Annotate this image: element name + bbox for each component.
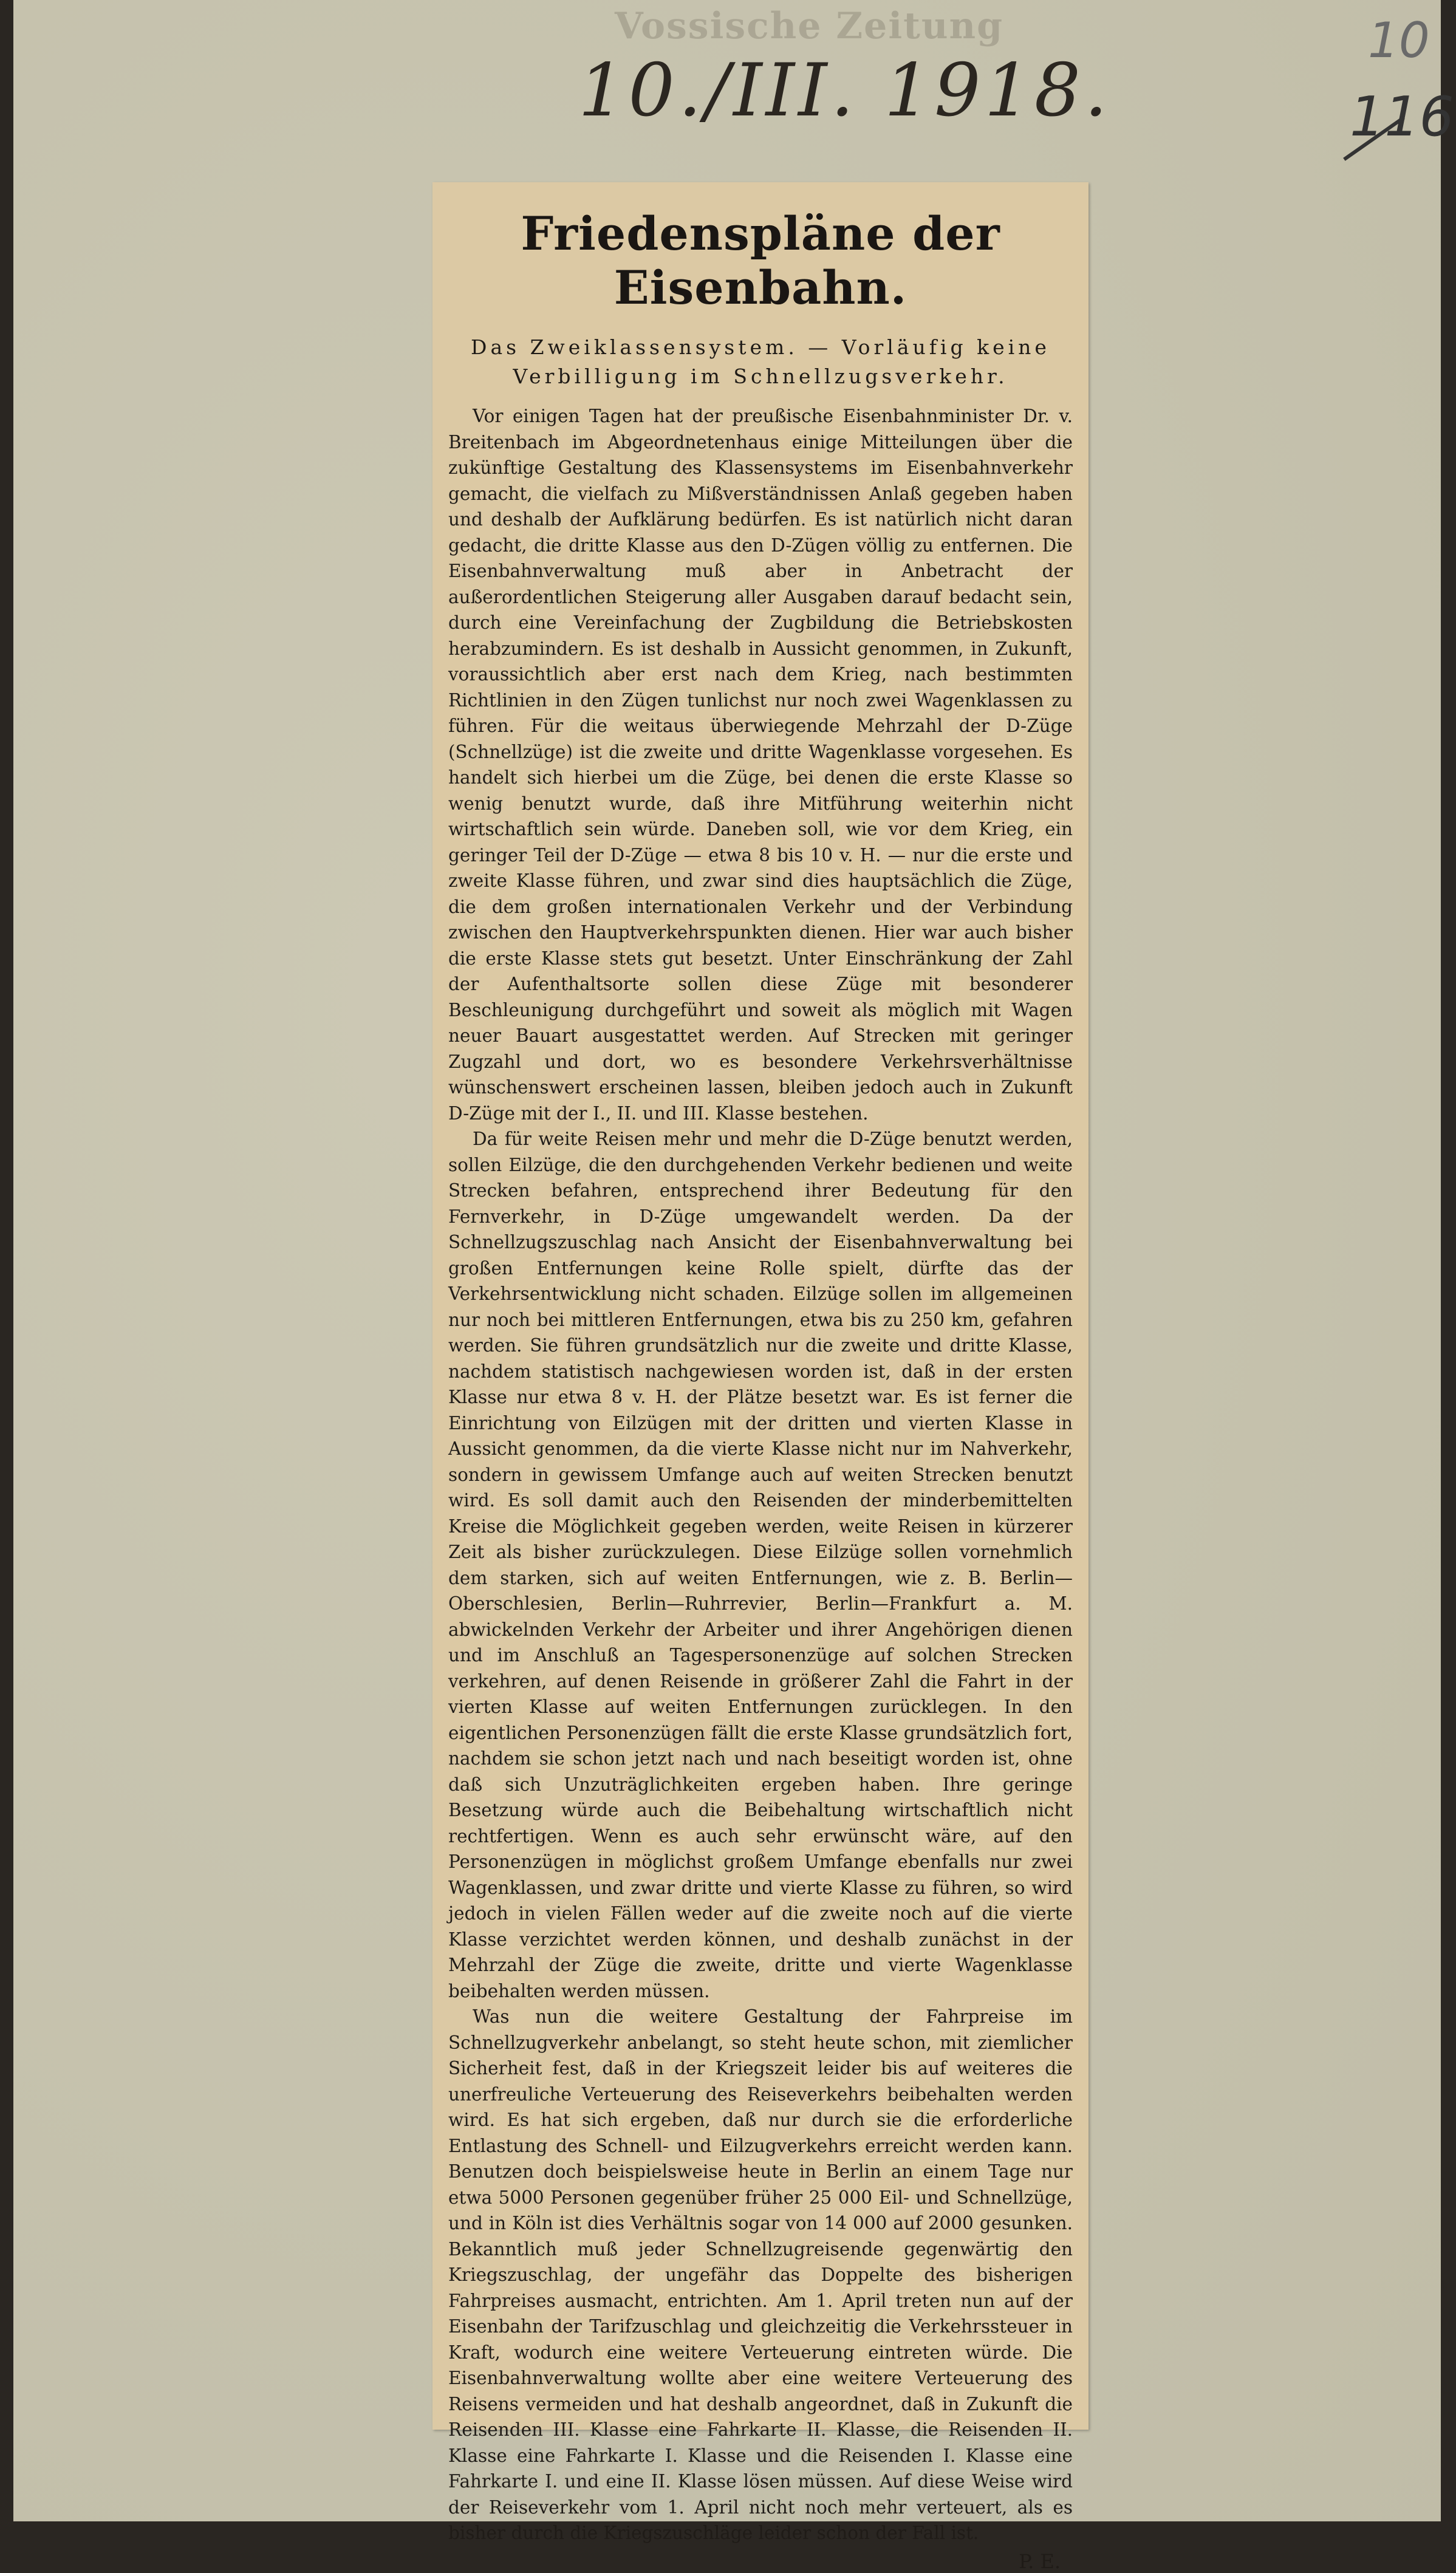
handwritten-number-bottom: 116 xyxy=(1350,85,1454,149)
masthead-stamp: Vossische Zeitung xyxy=(614,5,1004,47)
article-paragraph: Vor einigen Tagen hat der preußische Eisenbahnminister Dr. v. Breitenbach im Abgeordnetenhaus einige Mitteilungen über die zukünftige Gestaltung des Klassensystems im Eisenbahnverkehr gemacht, die vielfach zu Mißverständnissen Anlaß gegeben haben und deshalb der Aufklärung bedürfen. Es ist natürlich nicht daran gedacht, die dritte Klasse aus den D-Zügen völlig zu entfernen. Die Eisenbahnverwaltung muß aber in Anbetracht der außerordentlichen Steigerung aller Ausgaben darauf bedacht sein, durch eine Vereinfachung der Zugbildung die Betriebskosten herabzumindern. Es ist deshalb in Aussicht genommen, in Zukunft, voraussichtlich aber erst nach dem Krieg, nach bestimmten Richtlinien in den Zügen tunlichst nur noch zwei Wagenklassen zu führen. Für die weitaus überwiegende Mehrzahl der D-Züge (Schnellzüge) ist die zweite und dritte Wagenklasse vorgesehen. Es handelt sich hierbei um die Züge, bei denen die erste Klasse so wenig benutzt wurde, daß ihre Mitführung weiterhin nicht wirtschaftlich sein würde. Daneben soll, wie vor dem Krieg, ein geringer Teil der D-Züge — etwa 8 bis 10 v. H. — nur die erste und zweite Klasse führen, und zwar sind dies hauptsächlich die Züge, die dem großen internationalen Verkehr und der Verbindung zwischen den Hauptverkehrspunkten dienen. Hier war auch bisher die erste Klasse stets gut besetzt. Unter Einschränkung der Zahl der Aufenthaltsorte sollen diese Züge mit besonderer Beschleunigung durchgeführt und soweit als möglich mit Wagen neuer Bauart ausgestattet werden. Auf Strecken mit geringer Zugzahl und dort, wo es besondere Verkehrsverhältnisse wünschenswert erscheinen lassen, bleiben jedoch auch in Zukunft D-Züge mit der I., II. und III. Klasse bestehen. xyxy=(448,406,1073,1124)
article-paragraph: Da für weite Reisen mehr und mehr die D-Züge benutzt werden, sollen Eilzüge, die den durchgehenden Verkehr bedienen und weite Strecken befahren, entsprechend ihrer Bedeutung für den Fernverkehr, in D-Züge umgewandelt werden. Da der Schnellzugszuschlag nach Ansicht der Eisenbahnverwaltung bei großen Entfernungen keine Rolle spielt, dürfte das der Verkehrsentwicklung nicht schaden. Eilzüge sollen im allgemeinen nur noch bei mittleren Entfernungen, etwa bis zu 250 km, gefahren werden. Sie führen grundsätzlich nur die zweite und dritte Klasse, nachdem statistisch nachgewiesen worden ist, daß in der ersten Klasse nur etwa 8 v. H. der Plätze besetzt war. Es ist ferner die Einrichtung von Eilzügen mit der dritten und vierten Klasse in Aussicht genommen, da die vierte Klasse nicht nur im Nahverkehr, sondern in gewissem Umfange auch auf weiten Strecken benutzt wird. Es soll damit auch den Reisenden der minderbemittelten Kreise die Möglichkeit gegeben werden, weite Reisen in kürzerer Zeit als bisher zurückzulegen. Diese Eilzüge sollen vornehmlich dem starken, sich auf weiten Entfernungen, wie z. B. Berlin—Oberschlesien, Berlin—Ruhrrevier, Berlin—Frankfurt a. M. abwickelnden Verkehr der Arbeiter und ihrer Angehörigen dienen und im Anschluß an Tagespersonenzüge auf solchen Strecken verkehren, auf denen Reisende in größerer Zahl die Fahrt in der vierten Klasse auf weiten Entfernungen zurücklegen. In den eigentlichen Personenzügen fällt die erste Klasse grundsätzlich fort, nachdem sie schon jetzt nach und nach beseitigt worden ist, ohne daß sich Unzuträglichkeiten ergeben haben. Ihre geringe Besetzung würde auch die Beibehaltung wirtschaftlich nicht rechtfertigen. Wenn es auch sehr erwünscht wäre, auf den Personenzügen in möglichst großem Umfange ebenfalls nur zwei Wagenklassen, und zwar dritte und vierte Klasse zu führen, so wird jedoch in vielen Fällen weder auf die zweite noch auf die vierte Klasse verzichtet werden können, und deshalb zunächst in der Mehrzahl der Züge die zweite, dritte und vierte Wagenklasse beibehalten werden müssen. xyxy=(448,1129,1073,2001)
article-headline: Friedenspläne der Eisenbahn. xyxy=(521,207,1000,315)
article-subhead: Das Zweiklassensystem. — Vorläufig keine Verbilligung im Schnellzugsverkehr. xyxy=(471,335,1050,388)
newspaper-clipping xyxy=(432,182,1089,2573)
article-paragraph: Was nun die weitere Gestaltung der Fahrpreise im Schnellzugverkehr anbelangt, so steht heute schon, mit ziemlicher Sicherheit fest, daß in der Kriegszeit leider bis auf weiteres die unerfreuliche Verteuerung des Reiseverkehrs beibehalten werden wird. Es hat sich ergeben, daß nur durch sie die erforderliche Entlastung des Schnell- und Eilzugverkehrs erreicht werden kann. Benutzen doch beispielsweise heute in Berlin an einem Tage nur etwa 5000 Personen gegenüber früher 25 000 Eil- und Schnellzüge, und in Köln ist dies Verhältnis sogar von 14 000 auf 2000 gesunken. Bekanntlich muß jeder Schnellzugreisende gegenwärtig den Kriegszuschlag, der ungefähr das Doppelte des bisherigen Fahrpreises ausmacht, entrichten. Am 1. April treten nun auf der Eisenbahn der Tarifzuschlag und gleichzeitig die Verkehrssteuer in Kraft, wodurch eine weitere Verteuerung eintreten würde. Die Eisenbahnverwaltung wollte aber eine weitere Verteuerung des Reisens vermeiden und hat deshalb angeordnet, daß in Zukunft die Reisenden III. Klasse eine Fahrkarte II. Klasse, die Reisenden II. Klasse eine Fahrkarte I. Klasse und die Reisenden I. Klasse eine Fahrkarte I. und eine II. Klasse lösen müssen. Auf diese Weise wird der Reiseverkehr vom 1. April nicht noch mehr verteuert, als es bisher durch die Kriegszuschläge leider schon der Fall ist. xyxy=(448,2006,1073,2543)
archive-sheet xyxy=(13,0,1454,2573)
article-body xyxy=(448,403,1073,2546)
handwritten-date: 10./III. 1918. xyxy=(578,49,1112,133)
handwritten-number-top: 10 xyxy=(1368,12,1430,69)
article-signature: P. E. xyxy=(1019,2549,1061,2573)
